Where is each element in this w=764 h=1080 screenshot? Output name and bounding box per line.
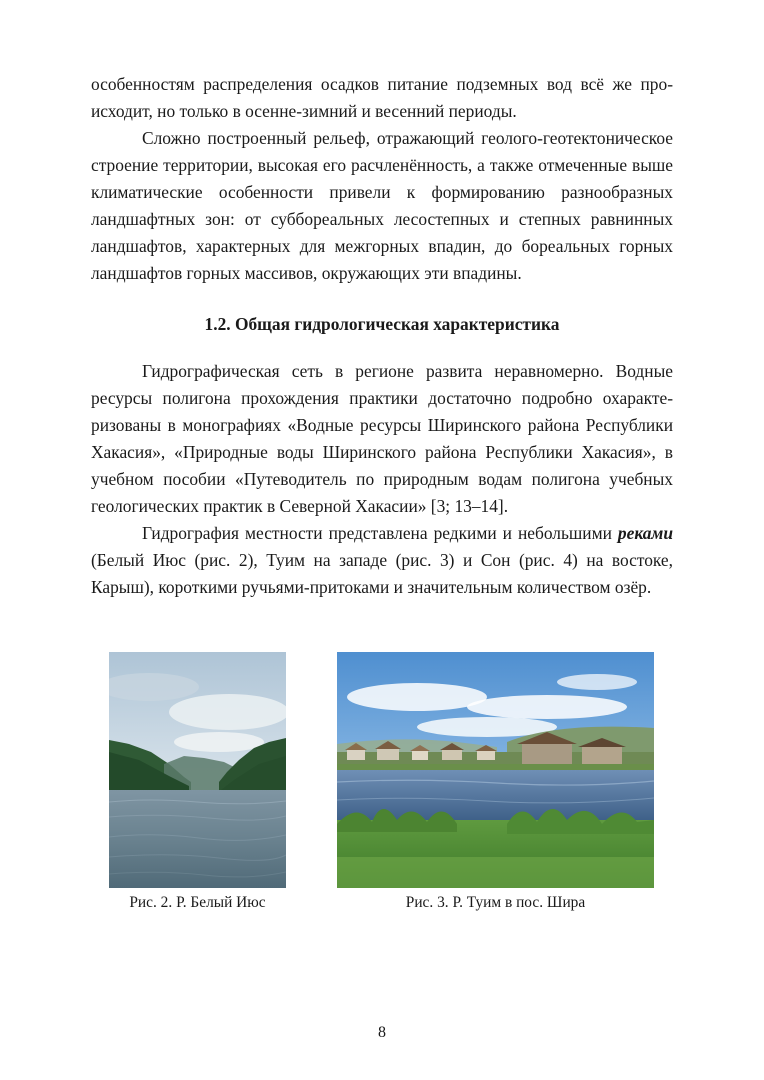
section-paragraph-2 xyxy=(91,520,673,601)
figure-river-belyi-iyus xyxy=(109,652,286,888)
section-paragraph-1: Гидрографическая сеть в регионе развита неравномерно. Водные ресурсы полигона прохождения практики достаточно подробно охарактеризованы в монографиях «Водные ресурсы Ширинского района Республики Хакасия», «Природные воды Ширинского района Республики Хакасия», в учебном пособии «Путеводитель по природным водам полигона учебных геологических практик в Северной Хакасии» [3; 13–14]. xyxy=(91,361,673,516)
photo-river-tuim xyxy=(337,652,654,888)
intro-paragraph-2: Сложно построенный рельеф, отражающий геолого-геотектоническое строение территории, высокая его расчленённость, а также отмеченные выше климатические особенности привели к формированию разнообразных ландшафтных зон: от суббореальных лесостепных и степных равнинных ландшафтов, характерных для межгорных впадин, до бореальных горных ландшафтов горных массивов, окружающих эти впадины. xyxy=(91,128,673,283)
page-number: 8 xyxy=(378,1024,386,1041)
section-text xyxy=(91,358,673,601)
section-heading: 1.2. Общая гидрологическая характеристика xyxy=(204,314,560,334)
photo-river-belyi-iyus xyxy=(109,652,286,888)
figure-river-tuim xyxy=(337,652,654,888)
paragraph-2-start: Гидрография местности представлена редкими и небольшими xyxy=(142,523,618,543)
caption-figure-2: Рис. 2. Р. Белый Июс xyxy=(129,894,266,911)
intro-text xyxy=(91,71,673,287)
paragraph-2-end: (Белый Июс (рис. 2), Туим на западе (рис. 3) и Сон (рис. 4) на востоке, Карыш), короткими ручьями-притоками и значительным количеством озёр. xyxy=(91,550,673,597)
caption-figure-3: Рис. 3. Р. Туим в пос. Шира xyxy=(405,894,586,911)
intro-paragraph-1: особенностям распределения осадков питание подземных вод всё же происходит, но только в осенне-зимний и весенний периоды. xyxy=(91,74,673,121)
emphasis-rivers: реками xyxy=(617,523,673,543)
